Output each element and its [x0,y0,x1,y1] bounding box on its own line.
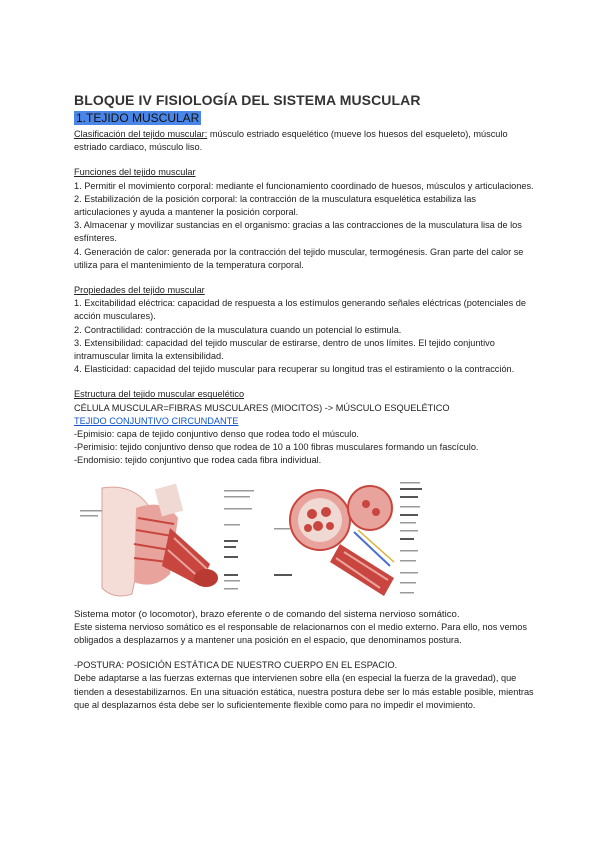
muscle-bundle-icon [102,483,218,595]
propiedades-item: 2. Contractilidad: contracción de la musculatura cuando un potencial lo estimula. [74,324,402,335]
celula-muscular-line: CÉLULA MUSCULAR=FIBRAS MUSCULARES (MIOCITOS) -> MÚSCULO ESQUELÉTICO [74,402,450,413]
funciones-item: 4. Generación de calor: generada por la contracción del tejido muscular, termogénesis. Gran parte del calor se utiliza para el mantenimiento de la temperatura corporal. [74,246,524,270]
page-title: BLOQUE IV FISIOLOGÍA DEL SISTEMA MUSCULAR [74,92,421,108]
funciones-heading: Funciones del tejido muscular [74,167,196,178]
postura-paragraph: Debe adaptarse a las fuerzas externas que intervienen sobre ella (en especial la fuerza de la gravedad), que tienden a desestabilizarnos. En una situación estática, nuestra postura debe ser lo más estable posible, mientras que al desplazarnos ésta debe ser lo suficientemente flexible como para no impedir el movimiento. [74,673,534,710]
estructura-heading: Estructura del tejido muscular esquelético [74,389,245,400]
clasificacion-text: músculo estriado esquelético (mueve los huesos del esqueleto), músculo estriado cardiaco, músculo liso. [74,129,508,153]
figures-row [74,474,534,604]
clasificacion-label: Clasificación del tejido muscular: [74,129,208,139]
propiedades-item: 1. Excitabilidad eléctrica: capacidad de respuesta a los estímulos generando señales eléctricas (potenciales de acción musculares). [74,298,526,322]
estructura-item: -Epimisio: capa de tejido conjuntivo denso que rodea todo el músculo. [74,429,359,440]
estructura-item: -Endomisio: tejido conjuntivo que rodea cada fibra individual. [74,455,322,466]
section-heading-highlighted: 1.TEJIDO MUSCULAR [76,111,200,125]
sistema-motor-section [74,608,534,648]
sistema-nervioso-paragraph: Este sistema nervioso somático es el responsable de relacionarnos con el medio externo. Para ello, nos vemos obligados a desplazarnos y a mantener una posición en el espacio, que denominamos postura. [74,621,527,646]
propiedades-item: 3. Extensibilidad: capacidad del tejido muscular de estirarse, dentro de unos límites. El tejido conjuntivo intramuscular limita la extensibilidad. [74,337,495,362]
document-page [74,92,534,712]
postura-heading: -POSTURA: POSICIÓN ESTÁTICA DE NUESTRO CUERPO EN EL ESPACIO. [74,660,398,671]
tejido-conjuntivo-link[interactable]: TEJIDO CONJUNTIVO CIRCUNDANTE [74,415,239,426]
propiedades-item: 4. Elasticidad: capacidad del tejido muscular para recuperar su longitud tras el estiramiento o la contracción. [74,364,515,375]
sistema-motor-line: Sistema motor (o locomotor), brazo eferente o de comando del sistema nervioso somático. [74,608,460,620]
muscle-structure-illustration [74,478,274,602]
postura-section [74,659,534,712]
funciones-section [74,166,534,272]
propiedades-section [74,284,534,376]
muscle-fascicle-icon [290,486,394,596]
funciones-item: 1. Permitir el movimiento corporal: mediante el funcionamiento coordinado de huesos, músculos y articulaciones. [74,180,534,191]
clasificacion-paragraph [74,128,534,154]
funciones-item: 2. Estabilización de la posición corporal: la contracción de la musculatura esquelética estabiliza las articulaciones y ayuda a mantener la posición corporal. [74,193,476,218]
estructura-item: -Perimisio: tejido conjuntivo denso que rodea de 10 a 100 fibras musculares formando un fascículo. [74,442,479,453]
estructura-section [74,388,534,467]
muscle-cross-section-illustration [270,474,460,602]
propiedades-heading: Propiedades del tejido muscular [74,285,205,296]
funciones-item: 3. Almacenar y movilizar sustancias en el organismo: gracias a las contracciones de la musculatura lisa de los esfínteres. [74,220,522,244]
